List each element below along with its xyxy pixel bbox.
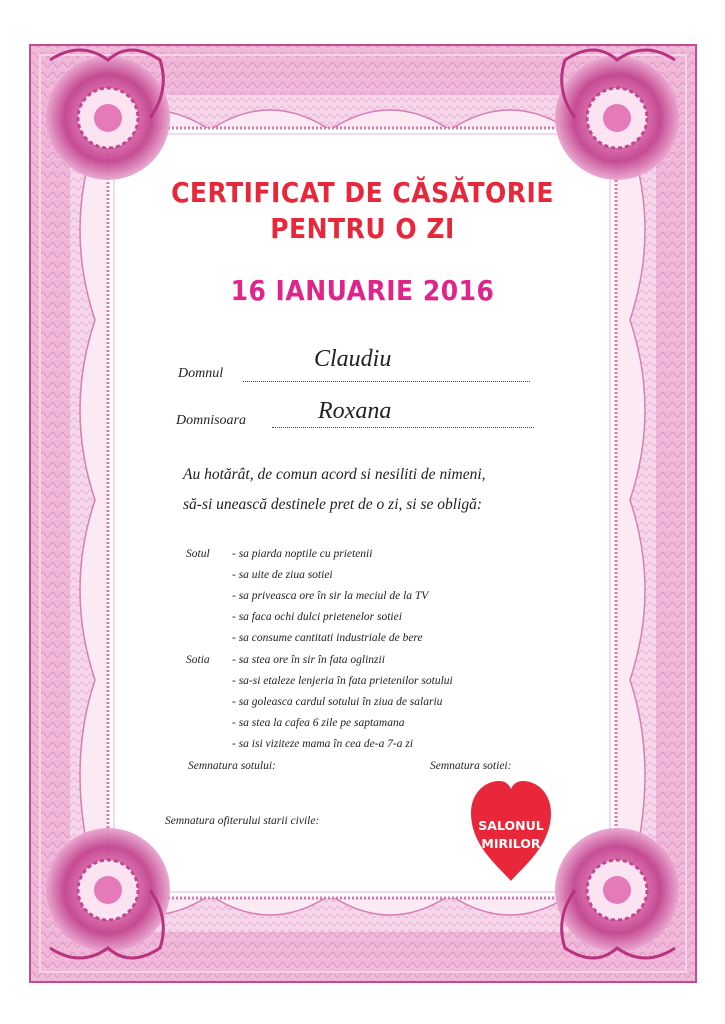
certificate-subtitle: PENTRU O ZI	[270, 212, 455, 245]
logo-text-line-2: MIRILOR	[481, 836, 541, 851]
wife-duty: - sa stea la cafea 6 zile pe saptamana	[232, 717, 405, 729]
wife-label: Sotia	[186, 654, 210, 666]
groom-dotted-line	[243, 381, 530, 382]
husband-duty: - sa piarda noptile cu prietenii	[232, 548, 373, 560]
husband-duty: - sa uite de ziua sotiei	[232, 569, 333, 581]
husband-label: Sotul	[186, 548, 210, 560]
wife-duty: - sa goleasca cardul sotului în ziua de salariu	[232, 696, 443, 708]
bride-dotted-line	[272, 427, 534, 428]
husband-signature-label: Semnatura sotului:	[188, 760, 276, 772]
bride-label: Domnisoara	[176, 413, 247, 428]
certificate-title: CERTIFICAT DE CĂSĂTORIE	[171, 176, 554, 209]
groom-label: Domnul	[178, 366, 224, 381]
intro-line-2: să-si unească destinele pret de o zi, si se obligă:	[183, 496, 483, 513]
husband-duty: - sa consume cantitati industriale de bere	[232, 632, 423, 644]
bride-name: Roxana	[318, 398, 392, 424]
wife-duty: - sa-si etaleze lenjeria în fata prietenilor sotului	[232, 675, 453, 687]
intro-line-1: Au hotărât, de comun acord si nesiliti de nimeni,	[183, 466, 486, 483]
husband-duty: - sa priveasca ore în sir la meciul de la TV	[232, 590, 429, 602]
wife-signature-label: Semnatura sotiei:	[430, 760, 512, 772]
wife-duty: - sa stea ore în sir în fata oglinzii	[232, 654, 385, 666]
wife-duty: - sa isi viziteze mama în cea de-a 7-a zi	[232, 738, 414, 750]
husband-duty: - sa faca ochi dulci prietenelor sotiei	[232, 611, 402, 623]
certificate-date: 16 IANUARIE 2016	[230, 274, 495, 307]
groom-name: Claudiu	[314, 346, 392, 372]
officer-signature-label: Semnatura ofiterului starii civile:	[165, 815, 320, 827]
logo-text-line-1: SALONUL	[478, 818, 544, 833]
